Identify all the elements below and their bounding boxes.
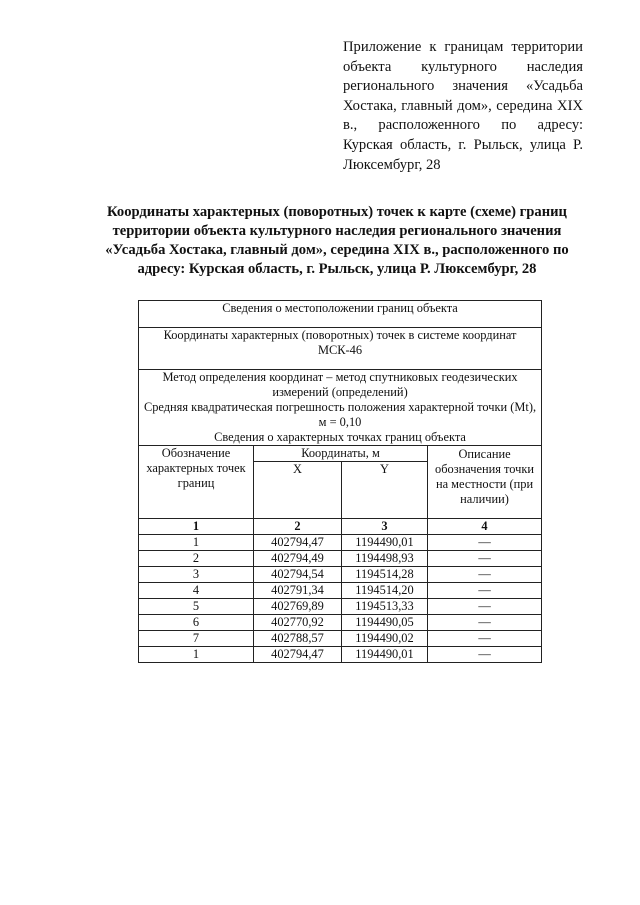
- section-location-row: [139, 301, 542, 328]
- description-cell: —: [428, 535, 542, 551]
- point-cell: 4: [139, 583, 254, 599]
- section-system-row: [139, 328, 542, 370]
- point-cell: 7: [139, 631, 254, 647]
- column-number-row: [139, 519, 542, 535]
- section-system: Координаты характерных (поворотных) точек в системе координат МСК-46: [139, 328, 542, 370]
- description-cell: —: [428, 551, 542, 567]
- point-cell: 3: [139, 567, 254, 583]
- y-cell: 1194513,33: [342, 599, 428, 615]
- table-row: [139, 551, 542, 567]
- section-method-row: [139, 370, 542, 446]
- point-cell: 1: [139, 647, 254, 663]
- table-row: [139, 535, 542, 551]
- col-description-header: Описание обозначения точки на местности (при наличии): [428, 446, 542, 519]
- description-cell: —: [428, 583, 542, 599]
- table-row: [139, 583, 542, 599]
- column-number: 2: [254, 519, 342, 535]
- coordinates-table: [138, 300, 542, 663]
- col-designation-header: Обозначение характерных точек границ: [139, 446, 254, 519]
- x-cell: 402794,49: [254, 551, 342, 567]
- x-cell: 402770,92: [254, 615, 342, 631]
- y-cell: 1194514,28: [342, 567, 428, 583]
- points-info-line: Сведения о характерных точках границ объекта: [214, 430, 466, 444]
- point-cell: 5: [139, 599, 254, 615]
- x-cell: 402794,54: [254, 567, 342, 583]
- description-cell: —: [428, 615, 542, 631]
- table-row: [139, 599, 542, 615]
- column-number: 4: [428, 519, 542, 535]
- col-y-header: Y: [342, 462, 428, 519]
- x-cell: 402769,89: [254, 599, 342, 615]
- error-line: Средняя квадратическая погрешность положения характерной точки (Mt), м = 0,10: [143, 400, 537, 429]
- point-cell: 6: [139, 615, 254, 631]
- header-row: [139, 446, 542, 462]
- y-cell: 1194490,01: [342, 647, 428, 663]
- description-cell: —: [428, 631, 542, 647]
- description-cell: —: [428, 567, 542, 583]
- col-x-header: X: [254, 462, 342, 519]
- point-cell: 1: [139, 535, 254, 551]
- y-cell: 1194490,02: [342, 631, 428, 647]
- table-row: [139, 567, 542, 583]
- x-cell: 402791,34: [254, 583, 342, 599]
- description-cell: —: [428, 599, 542, 615]
- x-cell: 402788,57: [254, 631, 342, 647]
- document-title: Координаты характерных (поворотных) точек к карте (схеме) границ территории объекта культурного наследия регионального значения «Усадьба Хостака, главный дом», середина XIX в., расположенного по адресу: Курская область, г. Рыльск, улица Р. Люксембург, 28: [105, 204, 569, 277]
- section-location: Сведения о местоположении границ объекта: [139, 301, 542, 328]
- y-cell: 1194490,01: [342, 535, 428, 551]
- section-method: [139, 370, 542, 446]
- table-row: [139, 647, 542, 663]
- y-cell: 1194514,20: [342, 583, 428, 599]
- method-line: Метод определения координат – метод спутниковых геодезических измерений (определений): [162, 370, 518, 399]
- point-cell: 2: [139, 551, 254, 567]
- y-cell: 1194490,05: [342, 615, 428, 631]
- y-cell: 1194498,93: [342, 551, 428, 567]
- x-cell: 402794,47: [254, 535, 342, 551]
- column-number: 3: [342, 519, 428, 535]
- col-coordinates-header: Координаты, м: [254, 446, 428, 462]
- appendix-note: Приложение к границам территории объекта культурного наследия регионального значения «Усадьба Хостака, главный дом», середина XIX в., расположенного по адресу: Курская область, г. Рыльск, улица Р. Люксембург, 28: [343, 39, 583, 173]
- x-cell: 402794,47: [254, 647, 342, 663]
- table-row: [139, 631, 542, 647]
- table-row: [139, 615, 542, 631]
- column-number: 1: [139, 519, 254, 535]
- description-cell: —: [428, 647, 542, 663]
